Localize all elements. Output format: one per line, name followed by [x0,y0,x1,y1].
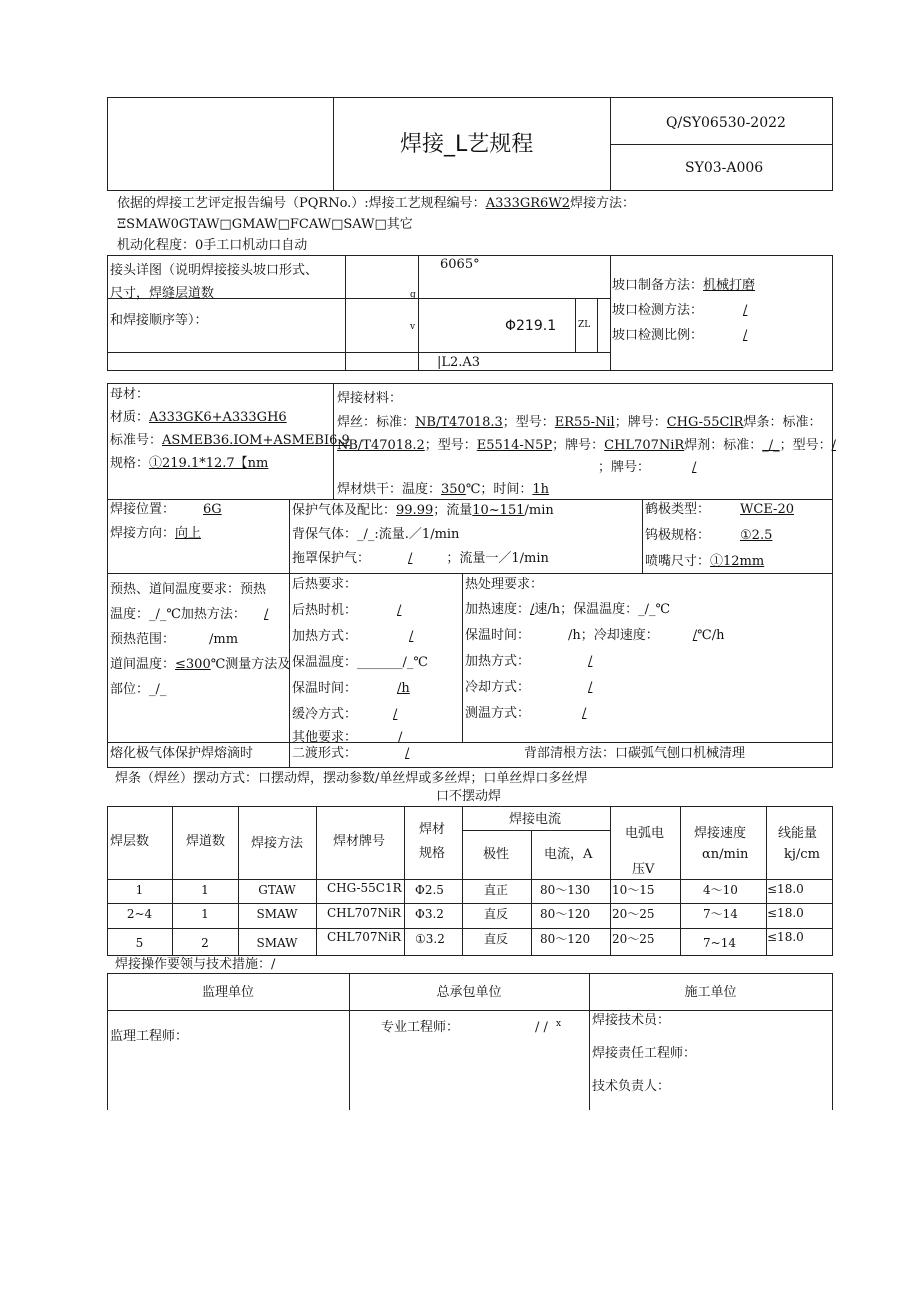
th-volt-1: 电弧电 [625,826,665,841]
cell-volt: 10～15 [612,883,655,897]
postheat-other: 其他要求： [292,730,358,745]
cell-amp: 80～130 [540,883,591,897]
no-weaving: 口不摆动焊 [436,789,502,804]
table-row: 1 [135,883,144,897]
welding-responsible-engineer: 焊接责任工程师： [592,1046,697,1061]
flux-brand: ；牌号： / [598,460,697,475]
pwht-hold-time: 保温时间： /h；冷却速度： /℃/h [465,628,725,643]
cell-brand: CHL707NiR [327,930,401,944]
document-title: 焊接_L艺规程 [400,132,534,157]
cell-pass: 2 [201,936,209,950]
filler-wire: 焊丝：标准：NB/T47018.3；型号：ER55-Nil；牌号：CHG-55ClR焊条：标准： [337,415,822,430]
backing-gas: 背保气体：_/_:流量.／1/min [292,527,460,542]
th-polarity: 极性 [483,847,510,862]
interpass-temp: 道间温度：≤300℃测量方法及 [110,657,291,672]
mark-v: v [410,322,416,332]
form-code: SY03-A006 [685,160,764,176]
cell-pass: 1 [201,907,209,921]
th-layer: 焊层数 [110,834,150,849]
cell-brand: CHG-55C1R [327,881,402,895]
th-heat-1: 线能量 [778,826,818,841]
th-heat-2: kj/cm [784,847,820,862]
cell-polarity: 直反 [484,907,509,921]
preheat-range: 预热范围： /mm [110,632,239,647]
cell-heat: ≤18.0 [767,930,804,944]
col-general-contractor: 总承包单位 [436,985,502,1000]
cell-method: SMAW [256,936,298,950]
postheat-hold-temp: 保温温度：_______/_℃ [292,655,428,670]
preheat-temp: 温度：_/_℃加热方法： / [110,607,269,622]
postheat-other-value: / [398,730,403,745]
cell-heat: ≤18.0 [767,882,804,896]
pwht-heating-rate: 加热速度：/速/h；保温温度：_/_℃ [465,602,671,617]
pwht-heading: 热处理要求： [465,577,544,592]
joint-bottom-mark: |L2.A3 [437,355,481,370]
groove-prep-method: 坡口制备方法：机械打磨 [612,278,756,293]
base-standard: 标准号：ASMEB36.IOM+ASMEBI6.9 [110,433,350,448]
cell-polarity: 直反 [484,932,509,946]
cell-amp: 80～120 [540,907,591,921]
th-speed-2: αn/min [702,847,749,862]
filler-rod: NB/T47018.2；型号：E5514-N5P；牌号：CHL707NiR焊剂：标准：_/_；型号：/ [337,438,837,453]
th-method: 焊接方法 [251,836,304,851]
table-row: 5 [135,936,144,950]
standard-code: Q/SY06530-2022 [666,115,786,131]
th-speed-1: 焊接速度 [694,826,747,841]
measure-location: 部位：_/_ [110,682,167,697]
professional-engineer-x: x [556,1019,562,1029]
technical-measures: 焊接操作要领与技术措施：/ [115,957,276,972]
cell-spec: Φ3.2 [415,907,444,921]
technical-director: 技术负责人： [592,1079,671,1094]
nozzle-size: 喷嘴尺寸：①12mm [645,554,765,569]
cell-speed: 4～10 [703,883,738,897]
cell-speed: 7~14 [703,936,736,950]
th-brand: 焊材牌号 [333,834,386,849]
filler-heading: 焊接材料： [337,391,403,406]
th-volt-2: 压V [632,862,655,877]
col-supervisor: 监理单位 [201,985,254,1000]
professional-engineer-mark: / / [535,1020,548,1035]
mark-g: g [410,290,416,300]
th-pass: 焊道数 [186,834,226,849]
shielding-gas: 保护气体及配比：99.99；流量10~151/min [292,503,554,518]
base-material: 材质：A333GK6+A333GH6 [110,410,287,425]
back-gouging-method: 背部清根方法：口碳弧气刨口机械清理 [524,746,746,761]
col-construction-unit: 施工单位 [684,985,737,1000]
postheat-hold-time: 保温时间： /h [292,681,410,696]
preheat-heading: 预热、道间温度要求：预热 [110,582,267,597]
joint-detail-label: 接头详图（说明焊接接头坡口形式、 [110,263,319,278]
pwht-temp-measure: 测温方式： / [465,706,587,721]
tungsten-spec: 钨极规格： ①2.5 [645,528,773,543]
slow-cool-method: 缓冷方式： / [292,707,398,722]
transfer-mode: 二渡形式： / [292,746,410,761]
wps-number: A333GR6W2 [485,196,570,211]
table-row: 2~4 [126,907,153,921]
groove-inspect-method: 坡口检测方法： / [612,303,748,318]
cell-polarity: 直正 [484,883,509,897]
transfer-mode-label: 熔化极气体保护焊熔滴时 [110,746,254,761]
groove-angle: 6065° [440,257,480,272]
th-spec-1: 焊材 [419,822,446,837]
mechanization-level: 机动化程度：0手工口机动口自动 [117,238,308,253]
intro-line-1: 依据的焊接工艺评定报告编号（PQRNo.）:焊接工艺规程编号：A333GR6W2焊接方法： [117,196,635,211]
base-metal-heading: 母材： [110,387,150,402]
pipe-diameter: Φ219.1 [505,318,557,334]
weaving-method: 焊条（焊丝）摆动方式：口摆动焊，摆动参数/单丝焊或多丝焊；口单丝焊口多丝焊 [115,771,588,786]
cell-spec: Φ2.5 [415,883,444,897]
cell-pass: 1 [201,883,209,897]
trailing-gas: 拖罩保护气： / ；流量一／1/min [292,551,549,566]
welding-process-options: ΞSMAW0GTAW□GMAW□FCAW□SAW□其它 [117,217,413,232]
cell-brand: CHL707NiR [327,906,401,920]
mark-zl: ZL [578,320,591,330]
cell-volt: 20～25 [612,907,655,921]
welding-technician: 焊接技术员： [592,1013,671,1028]
professional-engineer: 专业工程师： [381,1020,460,1035]
postheat-heading: 后热要求： [292,577,358,592]
joint-detail-label-3: 和焊接顺序等）： [110,313,208,328]
th-spec-2: 规格 [419,846,446,861]
cell-heat: ≤18.0 [767,906,804,920]
th-current: 焊接电流 [509,812,562,827]
cell-method: SMAW [256,907,298,921]
joint-detail-label-2: 尺寸，焊缝层道数 [110,286,215,301]
cell-volt: 20～25 [612,932,655,946]
pwht-cooling-method: 冷却方式： / [465,680,593,695]
welding-direction: 焊接方向：向上 [110,526,202,541]
supervising-engineer: 监理工程师： [110,1029,189,1044]
cell-spec: ①3.2 [415,932,445,946]
tungsten-type: 鹤极类型： WCE-20 [645,502,794,517]
th-amp: 电流，A [544,847,593,862]
cell-amp: 80～120 [540,932,591,946]
pwht-heating-method: 加热方式： / [465,654,593,669]
postheat-method: 加热方式： / [292,629,414,644]
welding-position: 焊接位置： 6G [110,502,222,517]
cell-speed: 7～14 [703,907,738,921]
base-spec: 规格：①219.1*12.7【nm [110,456,269,471]
postheat-timing: 后热时机： / [292,603,402,618]
cell-method: GTAW [258,883,296,897]
filler-baking: 焊材烘干：温度：350℃；时间：1h [337,482,550,497]
groove-inspect-ratio: 坡口检测比例： / [612,328,748,343]
